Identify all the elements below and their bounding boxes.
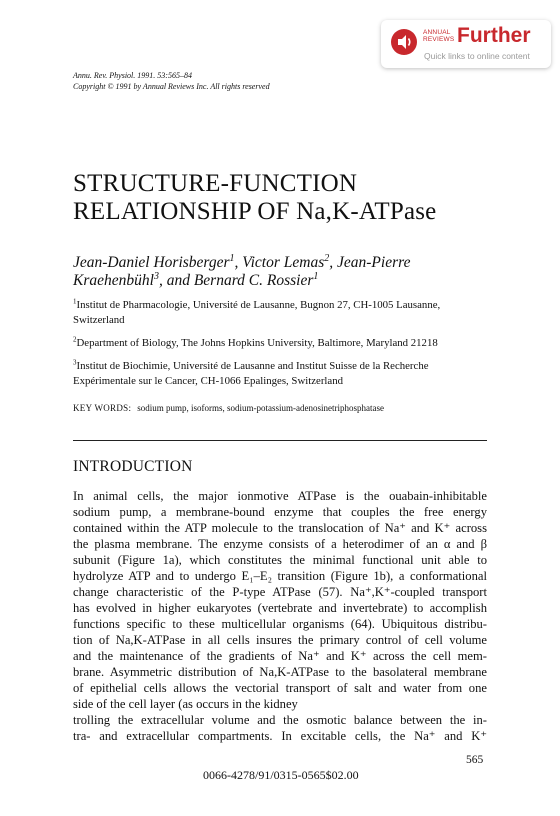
annual-reviews-further-badge[interactable] [381,20,551,68]
affiliation-2: $^2$Department of Biology, The Johns Hopkins University, Baltimore, Maryland 21218 [73,335,438,349]
body-line: functions specific to these multicellular organisms (64). Ubiquitous distribu- [73,617,487,631]
author-list: Jean-Daniel Horisberger$^1$, Victor Lemas$^2$, Jean-Pierre Kraehenbühl$^3$, and Bernard C. Rossier$^1$ [73,252,411,289]
keywords-label: KEY WORDS: [73,403,132,413]
keywords-text: sodium pump, isoforms, sodium-potassium-adenosinetriphosphatase [137,403,384,413]
body-line: the plasma membrane. The enzyme consists of a heterodimer of an α and β [73,537,487,551]
copyright-line: Copyright © 1991 by Annual Reviews Inc. All rights reserved [73,82,270,91]
author-name: Victor Lemas [242,254,325,271]
further-wordmark: Further [457,24,531,47]
page-number: 565 [466,754,484,766]
body-line: of epithelial cells allows the vectorial transport of salt and water from one [73,681,487,695]
author-name: Jean-Daniel Horisberger [73,254,230,271]
body-line: has evolved in higher eukaryotes (vertebrate and invertebrate) to accomplish [73,601,487,615]
body-line: contained within the ATP molecule to the translocation of Na⁺ and K⁺ across [73,521,487,535]
body-line: change characteristic of the P-type ATPase (57). Na⁺,K⁺-coupled transport [73,585,487,599]
section-divider [73,440,487,441]
article-title: STRUCTURE-FUNCTION RELATIONSHIP OF Na,K-ATPase [73,170,437,225]
body-line: In animal cells, the major ionmotive ATPase is the ouabain-inhibitable [73,489,487,503]
body-line: tra- and extracellular compartments. In excitable cells, the Na⁺ and K⁺ [73,729,487,743]
affiliation-3: $^3$Institut de Biochimie, Université de Lausanne and Institut Suisse de la Recherche Expérimentale sur le Cancer, CH-1066 Epalinges, Switzerland [73,358,429,387]
section-heading: INTRODUCTION [73,458,193,475]
body-line: sodium pump, a membrane-bound enzyme that couples the free energy [73,505,487,519]
body-line: side of the cell layer (as occurs in the kidney [73,697,298,711]
body-line: trolling the extracellular volume and the osmotic balance between the in- [73,713,487,727]
body-line: tion of Na,K-ATPase in all cells insures the primary control of cell volume [73,633,487,647]
citation-line: Annu. Rev. Physiol. 1991. 53:565–84 [73,71,192,80]
keywords-line [73,403,384,413]
annual-reviews-wordmark: ANNUAL REVIEWS [423,29,455,43]
further-tagline: Quick links to online content [424,51,530,61]
author-name: Kraehenbühl [73,272,154,289]
author-name: Jean-Pierre [337,254,411,271]
footer-code: 0066-4278/91/0315-0565$02.00 [203,768,359,782]
citation-block [73,70,270,92]
body-line: and the maintenance of the gradients of Na⁺ and K⁺ across the cell mem- [73,649,487,663]
speaker-logo-icon [390,28,418,56]
affiliation-1: $^1$Institut de Pharmacologie, Université de Lausanne, Bugnon 27, CH-1005 Lausanne, Switzerland [73,297,441,326]
body-text [73,488,487,744]
author-name: Bernard C. Rossier [193,272,314,289]
body-line: hydrolyze ATP and to undergo E₁–E₂ transition (Figure 1b), a conformational [73,569,487,583]
body-line: subunit (Figure 1a), which constitutes the minimal functional unit able to [73,553,487,567]
body-line: brane. Asymmetric distribution of Na,K-ATPase to the basolateral membrane [73,665,487,679]
